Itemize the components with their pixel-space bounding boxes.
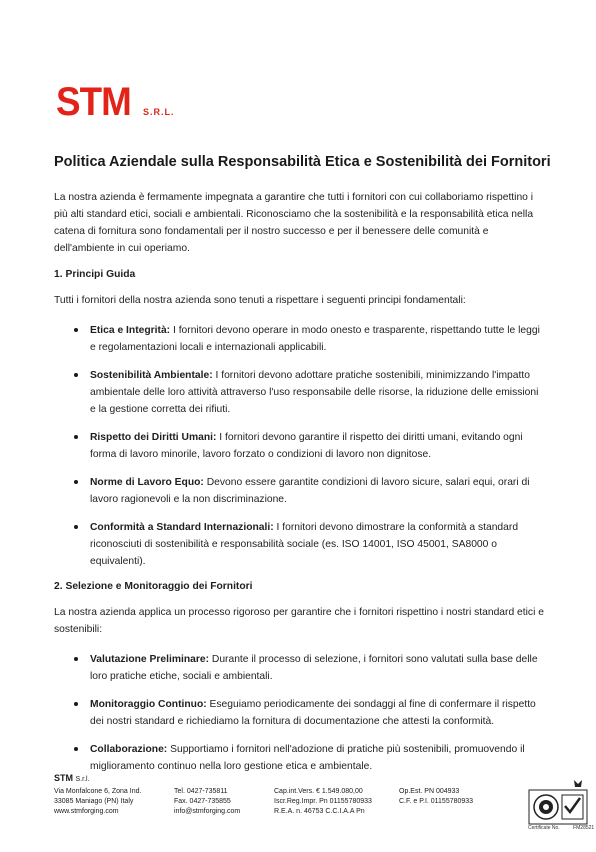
list-item xyxy=(54,696,544,730)
company-logo xyxy=(56,80,175,124)
document-body xyxy=(54,189,544,775)
list-item-term: Valutazione Preliminare: xyxy=(90,654,210,665)
list-item xyxy=(54,519,544,570)
logo-suffix: S.R.L. xyxy=(143,107,175,117)
list-item-term: Norme di Lavoro Equo: xyxy=(90,477,204,488)
footer-tax-line: C.F. e P.I. 01155780933 xyxy=(399,798,474,805)
list-item-text: I fornitori devono operare in modo onesto e trasparente, rispettando tutte le leggi e regolamentazioni locali e internazionali applicabili. xyxy=(90,325,540,353)
list-item-term: Rispetto dei Diritti Umani: xyxy=(90,432,217,443)
list-item xyxy=(54,741,544,775)
footer-company xyxy=(54,773,90,785)
certification-badge xyxy=(528,778,590,832)
footer-registry-line: Cap.int.Vers. € 1.549.080,00 xyxy=(274,788,363,795)
cert-number: FM28521 xyxy=(573,825,595,831)
footer-address-line: 33085 Maniago (PN) Italy xyxy=(54,798,134,805)
list-item xyxy=(54,322,544,356)
list-item-term: Conformità a Standard Internazionali: xyxy=(90,522,274,533)
section-2-heading: 2. Selezione e Monitoraggio dei Fornitori xyxy=(54,581,253,592)
footer-phone: Tel. 0427-735811 xyxy=(174,788,228,795)
list-item-text: I fornitori devono dimostrare la conformità a standard riconosciuti di sostenibilità e responsabilità sociale (es. ISO 14001, ISO 45001, SA8000 o equivalenti). xyxy=(90,522,519,567)
list-item xyxy=(54,429,544,463)
footer-registry-line: Iscr.Reg.Impr. Pn 01155780933 xyxy=(274,798,372,805)
footer-registry xyxy=(274,787,372,817)
certification-mark-icon xyxy=(528,778,595,832)
footer-email-link[interactable]: info@stmforging.com xyxy=(174,808,241,815)
footer-registry-line: R.E.A. n. 46753 C.C.I.A.A Pn xyxy=(274,808,365,815)
intro-paragraph: La nostra azienda è fermamente impegnata a garantire che tutti i fornitori con cui collaboriamo rispettino i più alti standard etici, sociali e ambientali. Riconosciamo che la sostenibilità e la responsabilità etica nella catena di fornitura sono fondamentali per il nostro successo e per il benessere delle comunità e dell'ambiente in cui operiamo. xyxy=(54,192,534,254)
list-item-term: Monitoraggio Continuo: xyxy=(90,699,207,710)
document-title: Politica Aziendale sulla Responsabilità Etica e Sostenibilità dei Fornitori xyxy=(54,154,551,170)
list-item xyxy=(54,474,544,508)
footer-contacts xyxy=(174,787,240,817)
list-item-text: Devono essere garantite condizioni di lavoro sicure, salari equi, orari di lavoro ragionevoli e la non discriminazione. xyxy=(90,477,530,505)
footer-company-suffix: S.r.l. xyxy=(75,776,90,783)
section-2-lead: La nostra azienda applica un processo rigoroso per garantire che i fornitori rispettino i nostri standard etici e sostenibili: xyxy=(54,607,544,635)
list-item xyxy=(54,367,544,418)
list-item-term: Sostenibilità Ambientale: xyxy=(90,370,213,381)
list-item-text: Supportiamo i fornitori nell'adozione di pratiche più sostenibili, promuovendo il miglioramento continuo nella loro gestione etica e ambientale. xyxy=(90,744,525,772)
logo-mark: STM xyxy=(56,80,131,124)
footer-company-name: STM xyxy=(54,773,73,783)
section-1-heading: 1. Principi Guida xyxy=(54,269,136,280)
cert-label: Certificate No. xyxy=(528,825,560,831)
section-2-list xyxy=(54,651,544,775)
section-1-lead: Tutti i fornitori della nostra azienda sono tenuti a rispettare i seguenti principi fondamentali: xyxy=(54,295,466,306)
list-item-term: Collaborazione: xyxy=(90,744,168,755)
list-item-text: Durante il processo di selezione, i fornitori sono valutati sulla base delle loro pratiche etiche, sociali e ambientali. xyxy=(90,654,538,682)
list-item-text: Eseguiamo periodicamente dei sondaggi al fine di confermare il rispetto dei nostri standard e richiediamo la fornitura di documentazione che attesti la conformità. xyxy=(90,699,536,727)
list-item xyxy=(54,651,544,685)
footer-tax-line: Op.Est. PN 004933 xyxy=(399,788,460,795)
list-item-text: I fornitori devono garantire il rispetto dei diritti umani, evitando ogni forma di lavoro minorile, lavoro forzato o condizioni di lavoro non dignitose. xyxy=(90,432,523,460)
footer-website-link[interactable]: www.stmforging.com xyxy=(54,808,119,815)
footer-address-line: Via Monfalcone 6, Zona Ind. xyxy=(54,788,142,795)
footer-fax: Fax. 0427-735855 xyxy=(174,798,231,805)
list-item-text: I fornitori devono adottare pratiche sostenibili, minimizzando l'impatto ambientale delle loro attività attraverso l'uso responsabile delle risorse, la riduzione delle emissioni e la gestione corretta dei rifiuti. xyxy=(90,370,539,415)
section-1-list xyxy=(54,322,544,570)
list-item-term: Etica e Integrità: xyxy=(90,325,171,336)
footer-tax xyxy=(399,787,473,807)
footer-address xyxy=(54,787,141,817)
